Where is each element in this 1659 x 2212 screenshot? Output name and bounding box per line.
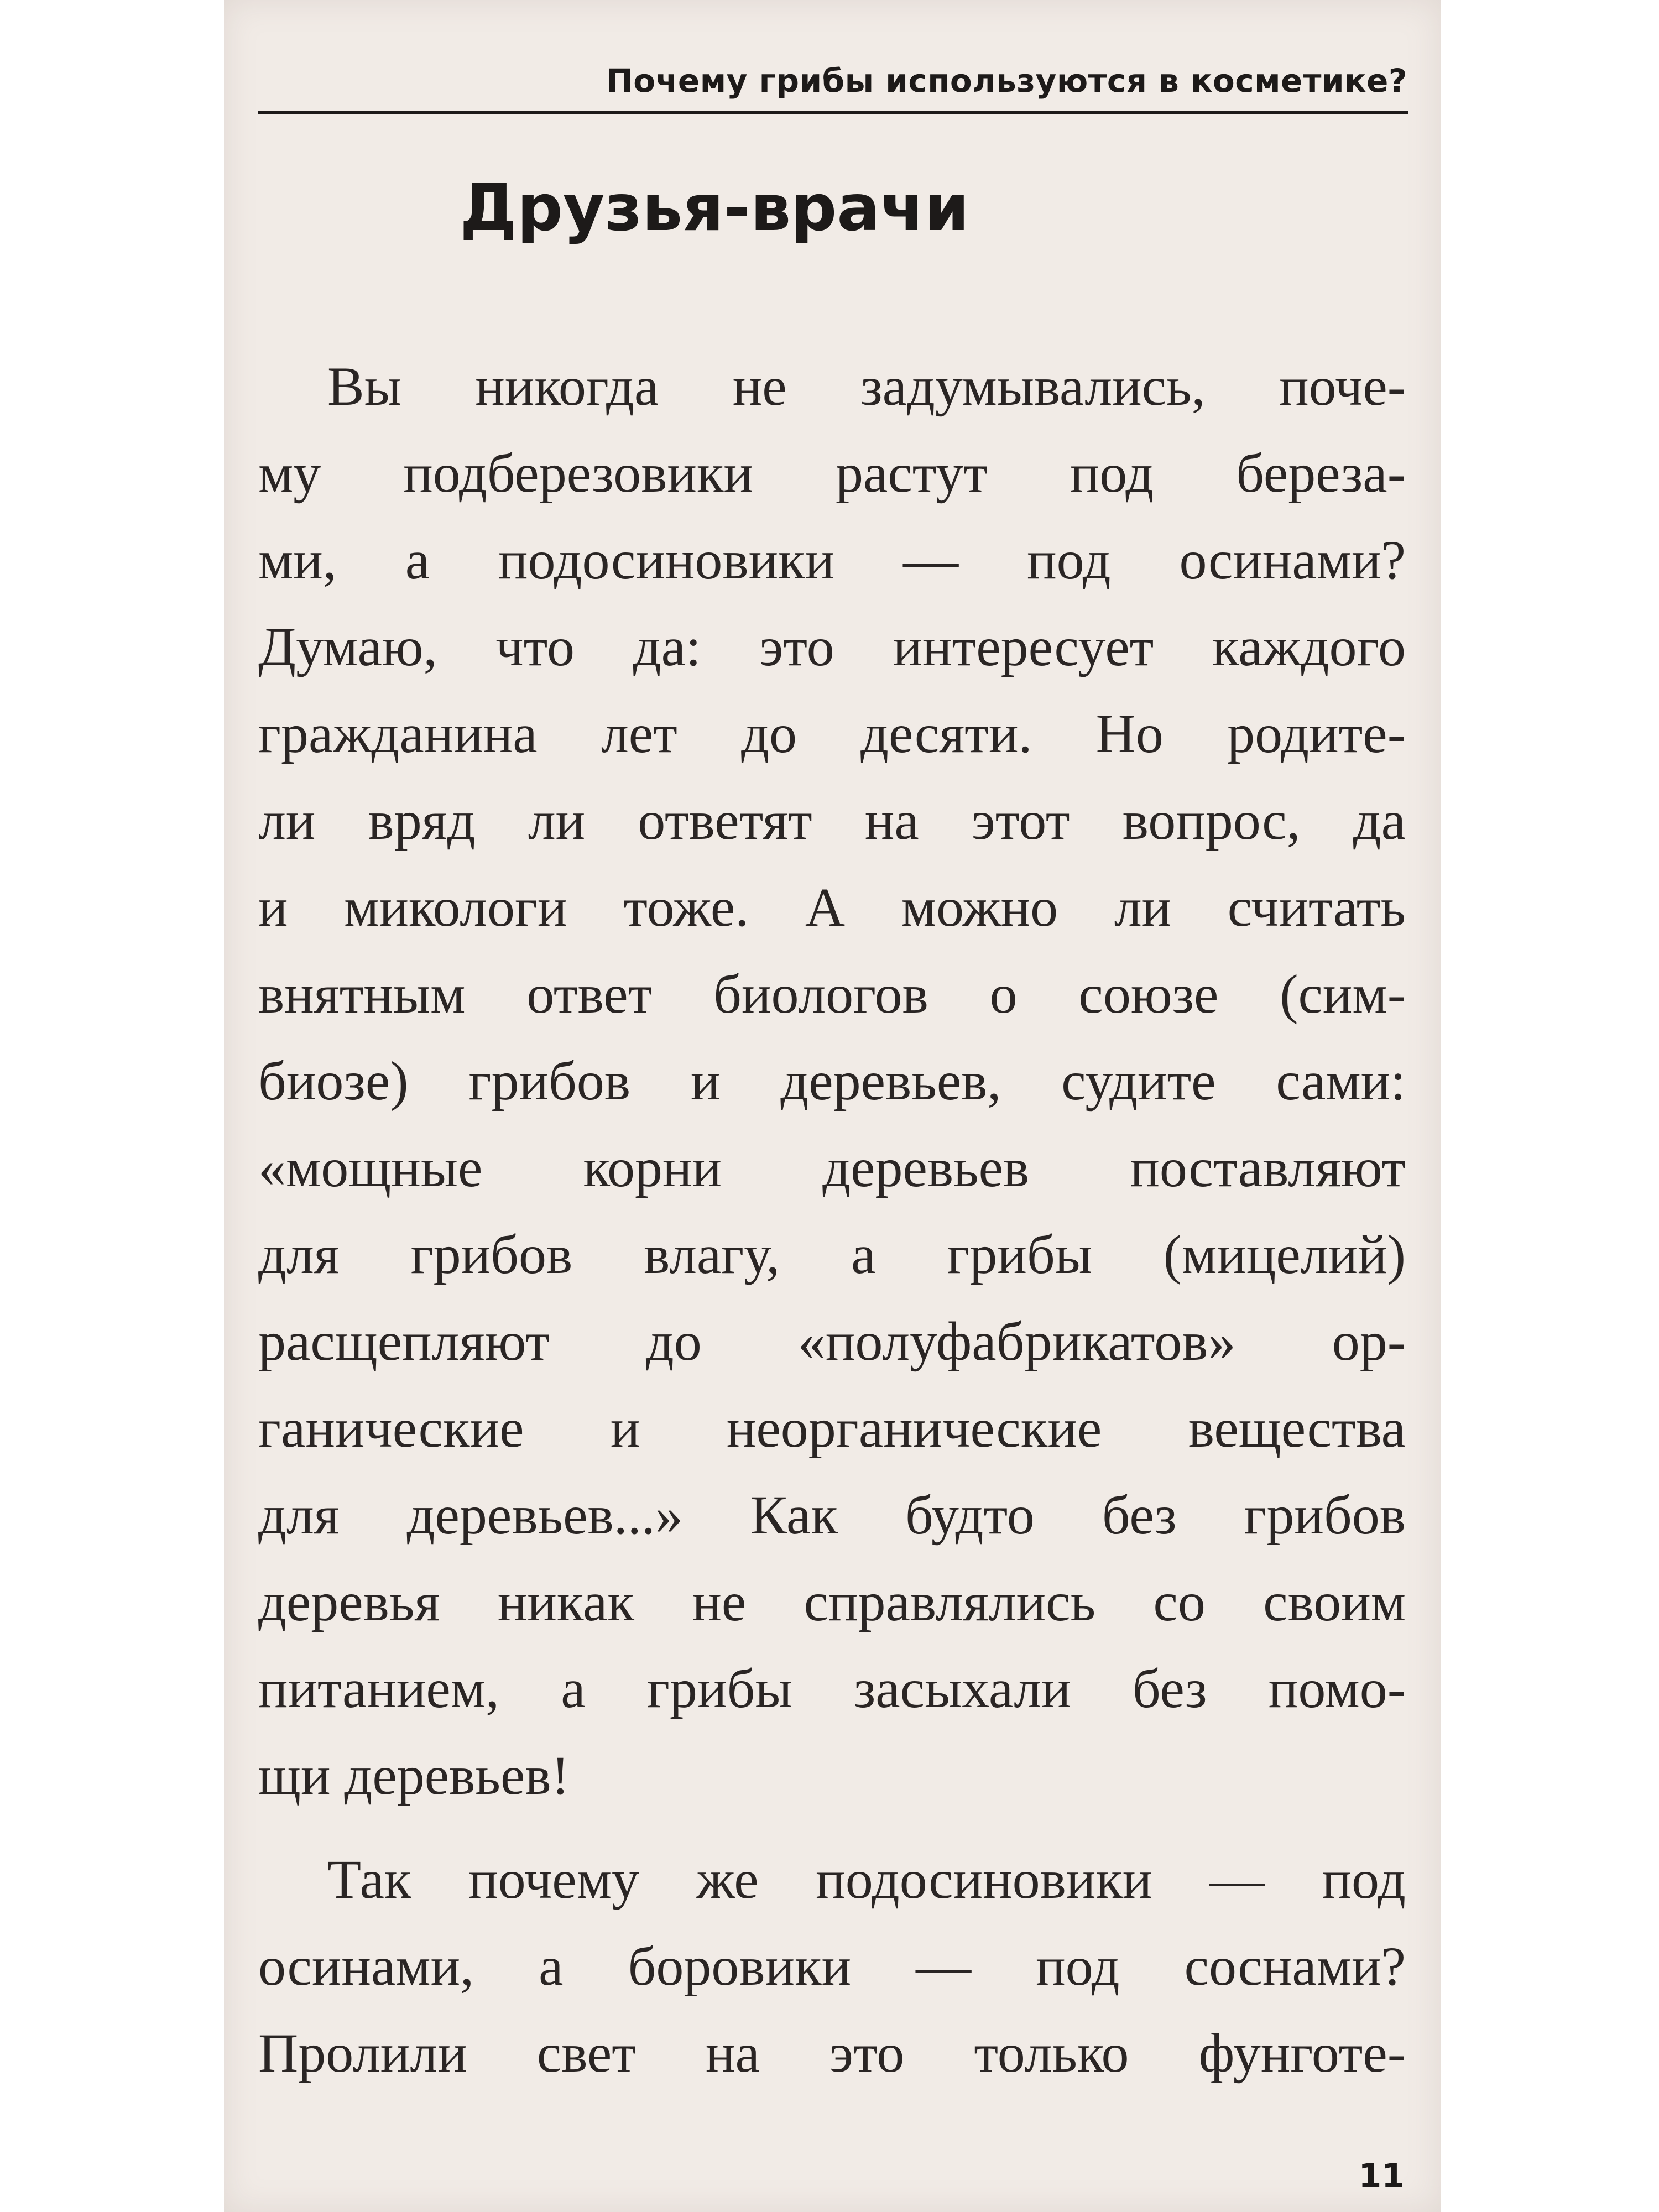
text-line: «мощные корни деревьев поставляют bbox=[258, 1137, 1406, 1198]
text-line: и микологи тоже. А можно ли считать bbox=[258, 877, 1406, 938]
text-line: Пролили свет на это только фунготе- bbox=[258, 2022, 1406, 2084]
text-line: для грибов влагу, а грибы (мицелий) bbox=[258, 1224, 1406, 1285]
text-line: для деревьев...» Как будто без грибов bbox=[258, 1484, 1406, 1546]
text-line: деревья никак не справлялись со своим bbox=[258, 1571, 1406, 1632]
text-line: ми, а подосиновики — под осинами? bbox=[258, 529, 1406, 591]
page-number: 11 bbox=[1358, 2157, 1405, 2195]
text-line: ганические и неорганические вещества bbox=[258, 1397, 1406, 1459]
header-divider bbox=[258, 111, 1408, 114]
paragraph-gap bbox=[258, 1819, 1406, 1836]
text-line: гражданина лет до десяти. Но родите- bbox=[258, 703, 1406, 764]
article-body bbox=[258, 343, 1406, 2096]
text-line: осинами, а боровики — под соснами? bbox=[258, 1936, 1406, 1997]
text-line: Так почему же подосиновики — под bbox=[327, 1849, 1406, 1910]
text-line: Думаю, что да: это интересует каждого bbox=[258, 616, 1406, 677]
text-line: питанием, а грибы засыхали без помо- bbox=[258, 1658, 1406, 1719]
text-line: биозе) грибов и деревьев, судите сами: bbox=[258, 1050, 1406, 1112]
text-line: ли вряд ли ответят на этот вопрос, да bbox=[258, 790, 1406, 851]
text-line: Вы никогда не задумывались, поче- bbox=[327, 356, 1406, 417]
text-line: щи деревьев! bbox=[258, 1745, 570, 1806]
running-header: Почему грибы используются в косметике? bbox=[606, 62, 1407, 100]
text-line: внятным ответ биологов о союзе (сим- bbox=[258, 963, 1406, 1025]
book-page bbox=[224, 0, 1441, 2212]
text-line: му подберезовики растут под береза- bbox=[258, 442, 1406, 504]
paragraph-2 bbox=[258, 1836, 1406, 2096]
text-line: расщепляют до «полуфабрикатов» ор- bbox=[258, 1311, 1406, 1372]
section-title: Друзья-врачи bbox=[460, 171, 969, 246]
paragraph-1 bbox=[258, 343, 1406, 1819]
